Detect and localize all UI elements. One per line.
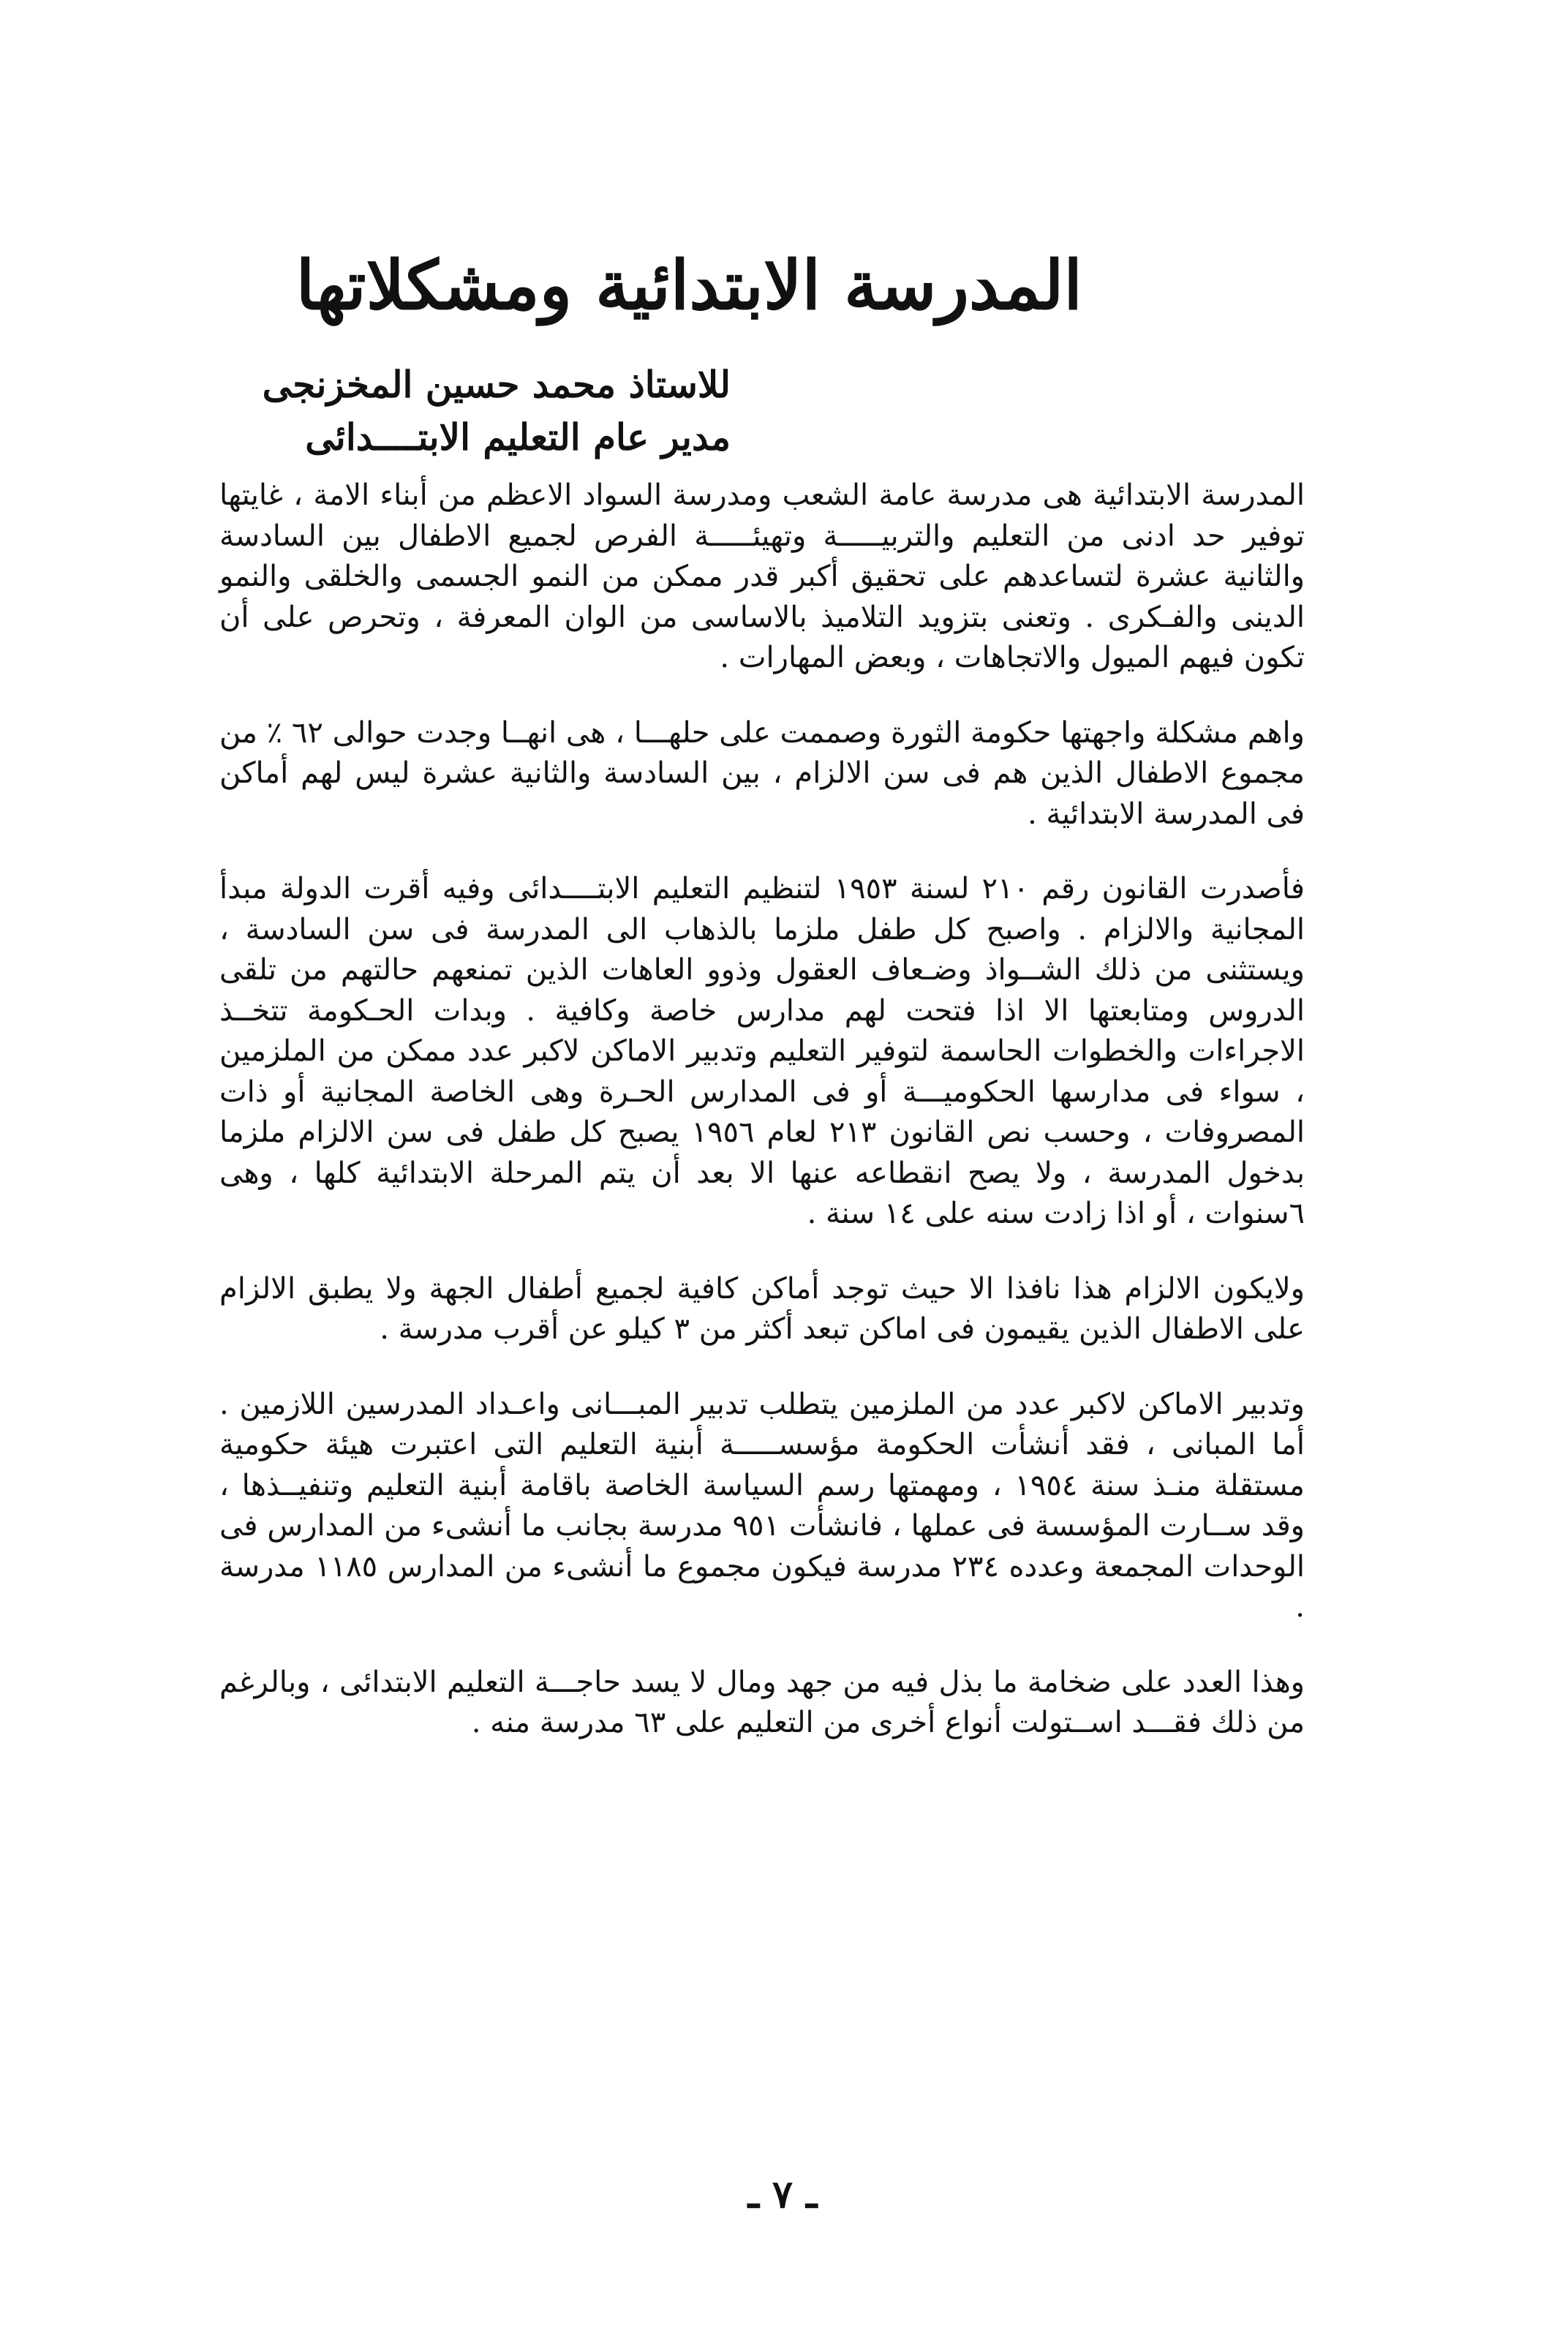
paragraph: ولايكون الالزام هذا نافذا الا حيث توجد أماكن كافية لجميع أطفال الجهة ولا يطبق الالزام على الاطفال الذين يقيمون فى اماكن تبعد أكثر من ٣ كيلو عن أقرب مدرسة . [219, 1271, 1305, 1346]
paragraph: واهم مشكلة واجهتها حكومة الثورة وصممت على حلهـــا ، هى انهــا وجدت حوالى ٦٢ ٪ من مجموع الاطفال الذين هم فى سن الالزام ، بين السادسة والثانية عشرة ليس لهم أماكن فى المدرسة الابتدائية . [219, 715, 1305, 831]
paragraph: وهذا العدد على ضخامة ما بذل فيه من جهد ومال لا يسد حاجـــة التعليم الابتدائى ، وبالرغم من ذلك فقـــد اســتولت أنواع أخرى من التعليم على ٦٣ مدرسة منه . [219, 1665, 1305, 1739]
article-body [219, 475, 1305, 1778]
author-name: للاستاذ محمد حسين المخزنجى [262, 363, 731, 406]
paragraph: المدرسة الابتدائية هى مدرسة عامة الشعب ومدرسة السواد الاعظم من أبناء الامة ، غايتها توفير حد ادنى من التعليم والتربيـــــة وتهيئـــــة الفرص لجميع الاطفال بين السادسة والثانية عشرة لتساعدهم على تحقيق أكبر قدر ممكن من النمو الجسمى والخلقى والنمو الدينى والفـكرى . وتعنى بتزويد التلاميذ بالاساسى من الوان المعرفة ، وتحرص على أن تكون فيهم الميول والاتجاهات ، وبعض المهارات . [219, 478, 1305, 674]
article-title: المدرسة الابتدائية ومشكلاتها [295, 246, 1082, 325]
author-role: مدير عام التعليم الابتــــدائى [305, 415, 731, 459]
page-number: ـ ٧ ـ [747, 2172, 818, 2217]
author-block [263, 358, 731, 464]
paragraph: وتدبير الاماكن لاكبر عدد من الملزمين يتطلب تدبير المبـــانى واعـداد المدرسين اللازمين . أما المبانى ، فقد أنشأت الحكومة مؤسســـــة أبنية التعليم التى اعتبرت هيئة حكومية مستقلة منـذ سنة ١٩٥٤ ، ومهمتها رسم السياسة الخاصة باقامة أبنية التعليم وتنفيــذها ، وقد ســارت المؤسسة فى عملها ، فانشأت ٩٥١ مدرسة بجانب ما أنشىء من المدارس فى الوحدات المجمعة وعدده ٢٣٤ مدرسة فيكون مجموع ما أنشىء من المدارس ١١٨٥ مدرسة . [219, 1387, 1305, 1624]
paragraph: فأصدرت القانون رقم ٢١٠ لسنة ١٩٥٣ لتنظيم التعليم الابتــــدائى وفيه أقرت الدولة مبدأ المجانية والالزام . واصبح كل طفل ملزما بالذهاب الى المدرسة فى سن السادسة ، ويستثنى من ذلك الشــواذ وضـعاف العقول وذوو العاهات الذين تمنعهم حالتهم من تلقى الدروس ومتابعتها الا اذا فتحت لهم مدارس خاصة وكافية . وبدات الحـكومة تتخــذ الاجراءات والخطوات الحاسمة لتوفير التعليم وتدبير الاماكن لاكبر عدد ممكن من الملزمين ، سواء فى مدارسها الحكوميـــة أو فى المدارس الحـرة وهى الخاصة المجانية أو ذات المصروفات ، وحسب نص القانون ٢١٣ لعام ١٩٥٦ يصبح كل طفل فى سن الالزام ملزما بدخول المدرسة ، ولا يصح انقطاعه عنها الا بعد أن يتم المرحلة الابتدائية كلها ، وهى ٦سنوات ، أو اذا زادت سنه على ١٤ سنة . [219, 872, 1305, 1230]
